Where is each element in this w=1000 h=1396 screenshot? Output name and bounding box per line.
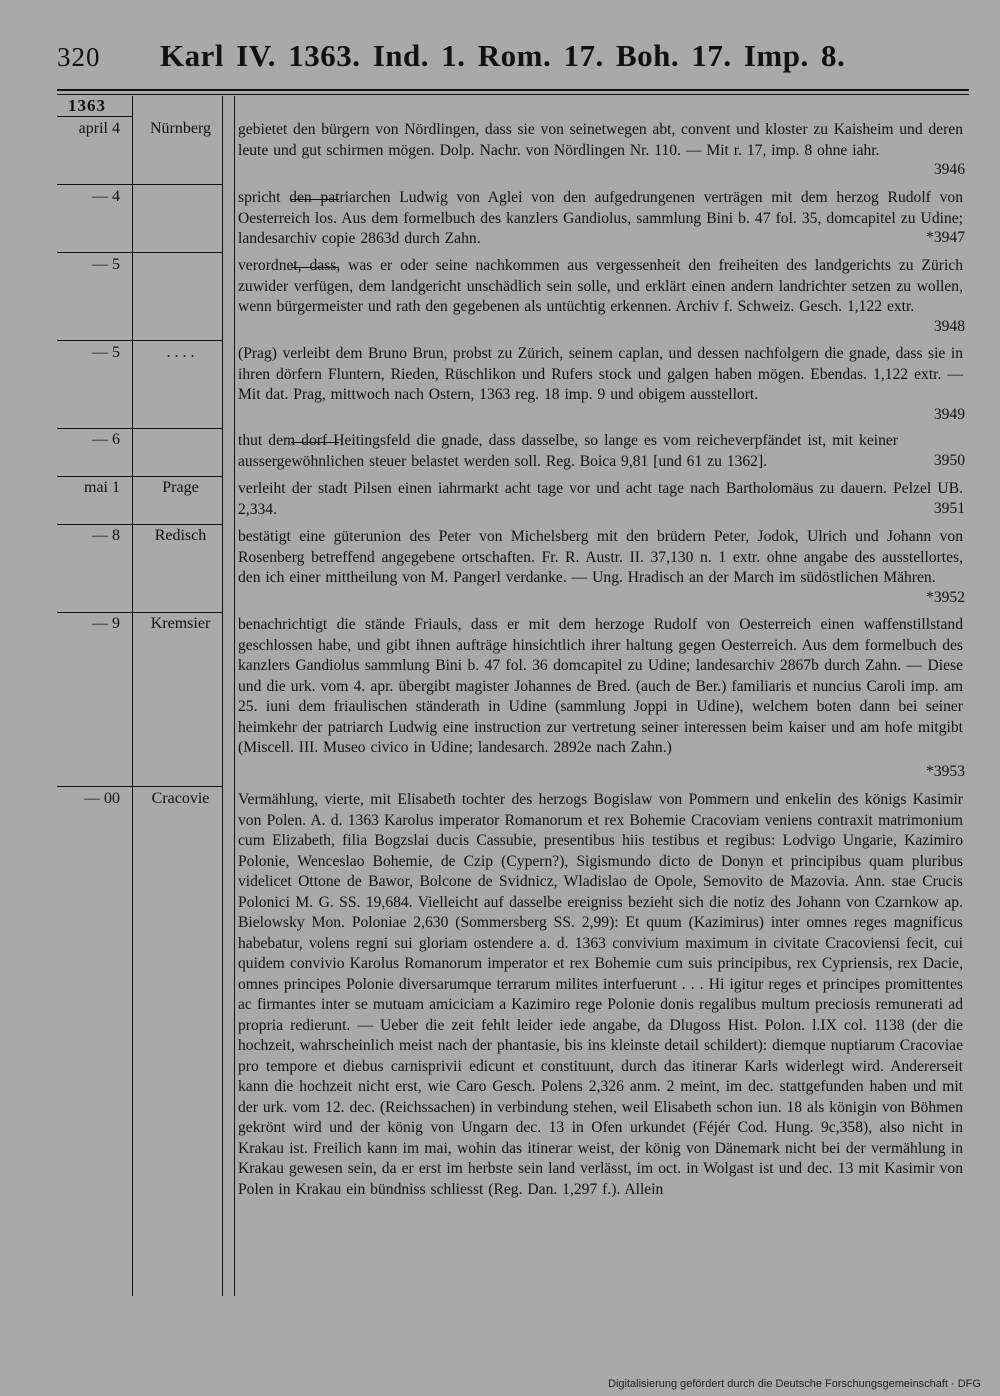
entry-date: — 4 [92,188,120,205]
entry-text: verordnet, dass, was er oder seine nachkommen aus vergessenheit den freiheiten des landgerichts zu Zürich zuwider verfügen, dem landgericht unschädlich sein solle, und erklärt einen andern landrichter setzen zu wollen, wenn bürgermeister und rath den gegebenen als untüchtig erkennen. Archiv f. Schweiz. Gesch. 1,122 extr. [238,257,963,315]
entry-place: . . . . [166,344,195,361]
entry-date: — 00 [84,790,120,807]
entry-date: — 5 [92,256,120,273]
entry-separator [57,476,222,477]
entry-separator [57,340,222,341]
entry-date: — 8 [92,527,120,544]
entry-number: 3951 [933,500,965,517]
entry-separator [57,252,222,253]
entry-date: — 6 [92,431,120,448]
entry-place: Redisch [154,527,207,544]
digitization-credit: Digitalisierung gefördert durch die Deutsche Forschungsgemeinschaft · DFG [608,1378,981,1390]
entry-place: Kremsier [150,615,211,632]
entry-separator [57,428,222,429]
header-rule [57,89,969,91]
entry-text: thut dem dorf Heitingsfeld die gnade, dass dasselbe, so lange es vom reicheverpfändet ist, mit keiner aussergewöhnlichen steuer belastet werden soll. Reg. Boica 9,81 [und 61 zu 1362]. [238,432,898,470]
entry-text: verleiht der stadt Pilsen einen iahrmarkt acht tage vor und acht tage nach Bartholomäus zu dauern. Pelzel UB. 2,334. [238,480,963,518]
entry-place: Cracovie [151,790,210,807]
entry-text: Vermählung, vierte, mit Elisabeth tochter des herzogs Bogislaw von Pommern und enkelin des königs Kasimir von Polen. A. d. 1363 Karolus imperator Romanorum et rex Bohemie Cracoviam veniens contraxit matrimonium cum Elizabeth, filia Bogzslai ducis Cassubie, presentibus hiis testibus et regibus: Lodvigo Ungarie, Kazimiro Polonie, Wenceslao Bohemie, de Czip (Cypern?), Sigismundo dicto de Donyn et principibus quam pluribus videlicet Ottone de Bawor, Bolcone de Svidnicz, Wladislao de Opole, Semovito de Mazovia. Ann. stae Crucis Polonici M. G. SS. 19,684. Vielleicht auf dasselbe ereigniss bezieht sich die notiz des Johann von Czarnkow ap. Bielowsky Mon. Poloniae 2,630 (Sommersberg SS. 2,99): Et quum (Kazimirus) inter omnes reges magnificus habebatur, volens regni sui gloriam ostendere a. d. 1363 convivium maximum in civitate Cracoviensi fecit, cui quidem convivio Karolus Romanorum imperator et rex Bohemie cum suis principibus, rex Cypriensis, rex Dacie, omnes principes Polonie diversarumque terrarum milites interfuerunt . . . Hi igitur reges et principes promittentes ac firmantes inter se mutuam amiciciam a Kazimiro rege Polonie donis regalibus multum preciosis remunerati ad propria redierunt. — Ueber die zeit fehlt leider iede angabe, da Dlugoss Hist. Polon. l.IX col. 1138 (der die hochzeit, wahrscheinlich meist nach der phantasie, bis ins kleinste detail schildert): diemque nuptiarum Cracoviae pro tempore et diebus carnisprivii edicunt et constituunt, durch das itinerar Karls widerlegt wird. Andererseit kann die hochzeit nicht erst, wie Caro Gesch. Polens 2,326 anm. 2 meint, im dec. stattgefunden haben und mit der urk. vom 12. dec. (Reichssachen) in verbindung stehen, weil Elisabeth schon iun. 18 als königin von Böhmen gekrönt wird und der könig von Ungarn dec. 13 in Ofen urkundet (Féjér Cod. Hung. 9c,358), also nicht in Krakau ist. Freilich kann im mai, wohin das itinerar weist, der könig von Dänemark nicht bei der vermählung in Krakau gewesen sein, da er erst im herbste sein land verlässt, im oct. in Wolgast ist und dec. 13 mit Kasimir von Polen in Krakau ein bündniss schliesst (Reg. Dan. 1,297 f.). Allein [238,791,963,1198]
entry-separator [57,524,222,525]
column-divider-date [132,96,133,1296]
column-divider-text [234,96,235,1296]
entry-number: *3952 [926,589,965,606]
header-rule-thin [57,94,969,95]
entry-separator [57,786,222,787]
entry-place [133,431,228,451]
entry-separator [57,184,222,185]
entry-date: april 4 [78,120,120,137]
entry-date: — 5 [92,344,120,361]
entry-text: gebietet den bürgern von Nördlingen, dass sie von seinetwegen abt, convent und kloster zu Kaisheim und deren leute und gut schirmen mögen. Dolp. Nachr. von Nördlingen Nr. 110. — Mit r. 17, imp. 8 ohne iahr. [238,121,963,159]
entry-place [133,256,228,276]
column-divider-place [222,96,223,1296]
entry-text: spricht den patriarchen Ludwig von Aglei von den aufgedrungenen verträgen mit dem herzog Rudolf von Oesterreich los. Aus dem formelbuch des kanzlers Gandiolus, sammlung Bini b. 47 fol. 35, domcapitel zu Udine; landesarchiv copie 2863d durch Zahn. [238,189,963,247]
entry-text: (Prag) verleibt dem Bruno Brun, probst zu Zürich, seinem caplan, und dessen nachfolgern die gnade, dass sie in ihren dörfern Fluntern, Rieden, Rüschlikon und Rufers stock und galgen haben mögen. Ebendas. 1,122 extr. — Mit dat. Prag, mittwoch nach Ostern, 1363 reg. 18 imp. 9 und obigem ausstellort. [238,345,963,403]
entry-number: 3948 [933,318,965,335]
year-rule [57,116,132,117]
entry-text: benachrichtigt die stände Friauls, dass er mit dem herzoge Rudolf von Oesterreich einen waffenstillstand geschlossen habe, und gibt ihnen aufträge hinsichtlich ihrer haltung gegen Oesterreich. Aus dem formelbuch des kanzlers Gandiolus sammlung Bini b. 47 fol. 36 domcapitel zu Udine; landesarchiv 2867b durch Zahn. — Diese und die urk. vom 4. apr. übergibt magister Johannes de Bred. (auch de Ber.) familiaris et nuncius Caroli imp. am 25. iuni dem friaulischen ständerath in Udine (sammlung Joppi in Udine), welchem boten dann bei seiner heimkehr der patriarch Ludwig eine instruction zur vertretung seiner interessen beim kaiser und am hofe mitgibt (Miscell. III. Museo civico in Udine; landesarch. 2892e nach Zahn.) [238,616,963,756]
entry-text: bestätigt eine güterunion des Peter von Michelsberg mit den brüdern Peter, Jodok, Ulrich und Johann von Rosenberg betreffend angegebene ortschaften. Fr. R. Austr. II. 37,130 n. 1 extr. ohne angabe des ausstellortes, den ich einer mittheilung von M. Pangerl verdanke. — Ung. Hradisch an der March im südöstlichen Mähren. [238,528,963,586]
entry-number: 3950 [933,452,965,469]
entry-number: 3949 [933,406,965,423]
entry-date: mai 1 [84,479,120,496]
entry-place: Prage [162,479,199,496]
running-title: Karl IV. 1363. Ind. 1. Rom. 17. Boh. 17. Imp. 8. [160,38,846,73]
entry-date: — 9 [92,615,120,632]
entry-number: *3953 [926,763,965,780]
entry-number: *3947 [926,229,965,246]
entry-number: 3946 [933,161,965,178]
page-number: 320 [57,42,101,72]
entry-separator [57,612,222,613]
entry-place: Nürnberg [149,120,212,137]
entry-place [133,188,228,208]
year-heading: 1363 [68,96,106,115]
